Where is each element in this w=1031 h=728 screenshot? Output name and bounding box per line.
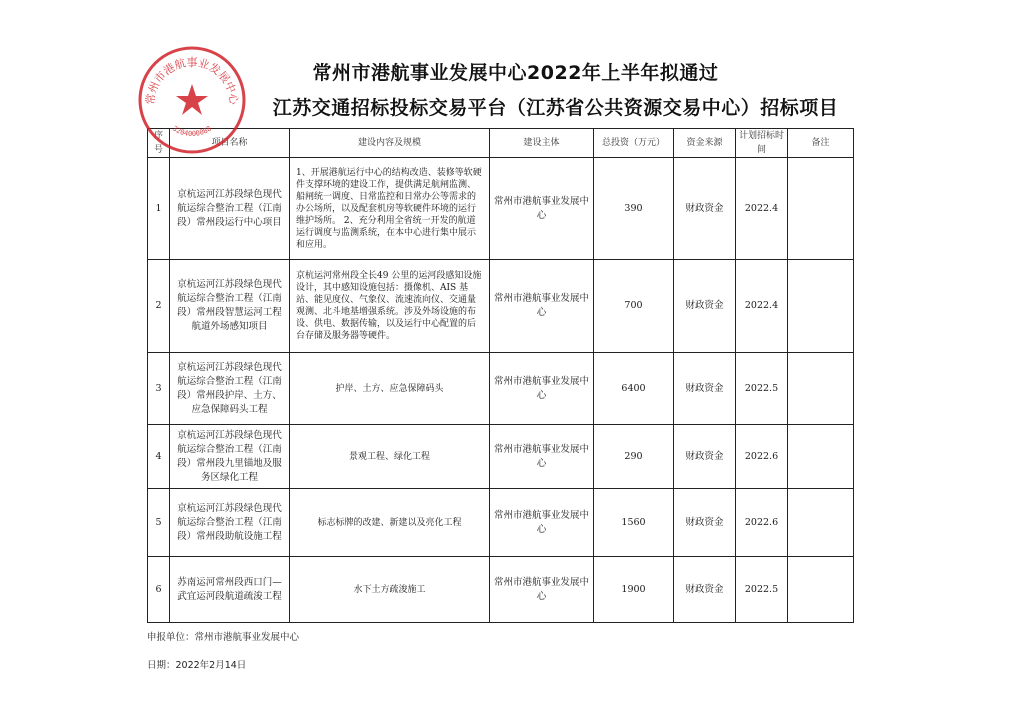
remark (788, 489, 854, 557)
planned-tender-time: 2022.4 (736, 158, 788, 260)
row-number: 4 (148, 425, 170, 489)
project-name: 京杭运河江苏段绿色现代航运综合整治工程（江南段）常州段护岸、土方、应急保障码头工程 (170, 353, 290, 425)
project-investment: 1900 (594, 557, 674, 623)
seal-code: 3204000088 (171, 124, 213, 139)
header-cell: 项目名称 (170, 129, 290, 158)
project-table (147, 128, 854, 623)
planned-tender-time: 2022.6 (736, 489, 788, 557)
header-cell: 建设内容及规模 (290, 129, 490, 158)
header-cell: 总投资（万元） (594, 129, 674, 158)
header-cell: 资金来源 (674, 129, 736, 158)
project-name: 京杭运河江苏段绿色现代航运综合整治工程（江南段）常州段运行中心项目 (170, 158, 290, 260)
remark (788, 425, 854, 489)
project-owner: 常州市港航事业发展中心 (490, 260, 594, 353)
project-scope: 景观工程、绿化工程 (290, 425, 490, 489)
table-row (148, 489, 854, 557)
header-cell: 备注 (788, 129, 854, 158)
project-scope: 标志标牌的改建、新建以及亮化工程 (290, 489, 490, 557)
row-number: 3 (148, 353, 170, 425)
remark (788, 260, 854, 353)
remark (788, 557, 854, 623)
project-name: 京杭运河江苏段绿色现代航运综合整治工程（江南段）常州段九里锚地及服务区绿化工程 (170, 425, 290, 489)
project-scope: 水下土方疏浚施工 (290, 557, 490, 623)
table-row (148, 158, 854, 260)
row-number: 5 (148, 489, 170, 557)
planned-tender-time: 2022.6 (736, 425, 788, 489)
table-row (148, 557, 854, 623)
remark (788, 353, 854, 425)
project-name: 京杭运河江苏段绿色现代航运综合整治工程（江南段）常州段智慧运河工程航道外场感知项目 (170, 260, 290, 353)
row-number: 6 (148, 557, 170, 623)
fund-source: 财政资金 (674, 489, 736, 557)
project-investment: 1560 (594, 489, 674, 557)
header-cell: 建设主体 (490, 129, 594, 158)
table-row (148, 353, 854, 425)
project-owner: 常州市港航事业发展中心 (490, 489, 594, 557)
fund-source: 财政资金 (674, 260, 736, 353)
header-cell: 序号 (148, 129, 170, 158)
project-investment: 290 (594, 425, 674, 489)
project-scope: 护岸、土方、应急保障码头 (290, 353, 490, 425)
planned-tender-time: 2022.5 (736, 353, 788, 425)
table-row (148, 425, 854, 489)
fund-source: 财政资金 (674, 557, 736, 623)
header-cell: 计划招标时间 (736, 129, 788, 158)
project-investment: 390 (594, 158, 674, 260)
document-date: 日期：2022年2月14日 (147, 660, 247, 671)
project-name: 苏南运河常州段西口门—武宜运河段航道疏浚工程 (170, 557, 290, 623)
table-header-row (148, 129, 854, 158)
project-investment: 700 (594, 260, 674, 353)
project-owner: 常州市港航事业发展中心 (490, 353, 594, 425)
project-scope: 京杭运河常州段全长49 公里的运河段感知设施设计，其中感知设施包括：摄像机、AIS 基站、能见度仪、气象仪、流速流向仪、交通量观测、北斗地基增强系统。涉及外场设施的布设、供电、数据传输，以及运行中心配置的后台存储及服务器等硬件。 (290, 260, 490, 353)
project-owner: 常州市港航事业发展中心 (490, 158, 594, 260)
project-investment: 6400 (594, 353, 674, 425)
table-row (148, 260, 854, 353)
remark (788, 158, 854, 260)
fund-source: 财政资金 (674, 158, 736, 260)
project-owner: 常州市港航事业发展中心 (490, 557, 594, 623)
document-title-line2: 江苏交通招标投标交易平台（江苏省公共资源交易中心）招标项目 (272, 97, 839, 119)
planned-tender-time: 2022.5 (736, 557, 788, 623)
project-name: 京杭运河江苏段绿色现代航运综合整治工程（江南段）常州段助航设施工程 (170, 489, 290, 557)
row-number: 2 (148, 260, 170, 353)
fund-source: 财政资金 (674, 425, 736, 489)
row-number: 1 (148, 158, 170, 260)
seal-ring-text: 常州市港航事业发展中心 (143, 56, 241, 106)
fund-source: 财政资金 (674, 353, 736, 425)
applicant-unit: 申报单位：常州市港航事业发展中心 (147, 632, 300, 643)
project-owner: 常州市港航事业发展中心 (490, 425, 594, 489)
project-scope: 1、开展港航运行中心的结构改造、装修等软硬件支撑环境的建设工作，提供满足航闸监测、船闸统一调度、日常监控和日常办公等需求的办公场所，以及配套机房等软硬件环境的运行维护场所。 2、充分利用全省统一开发的航道运行调度与监测系统，在本中心进行集中展示和应用。 (290, 158, 490, 260)
document-title-line1: 常州市港航事业发展中心2022年上半年拟通过 (312, 62, 719, 84)
planned-tender-time: 2022.4 (736, 260, 788, 353)
